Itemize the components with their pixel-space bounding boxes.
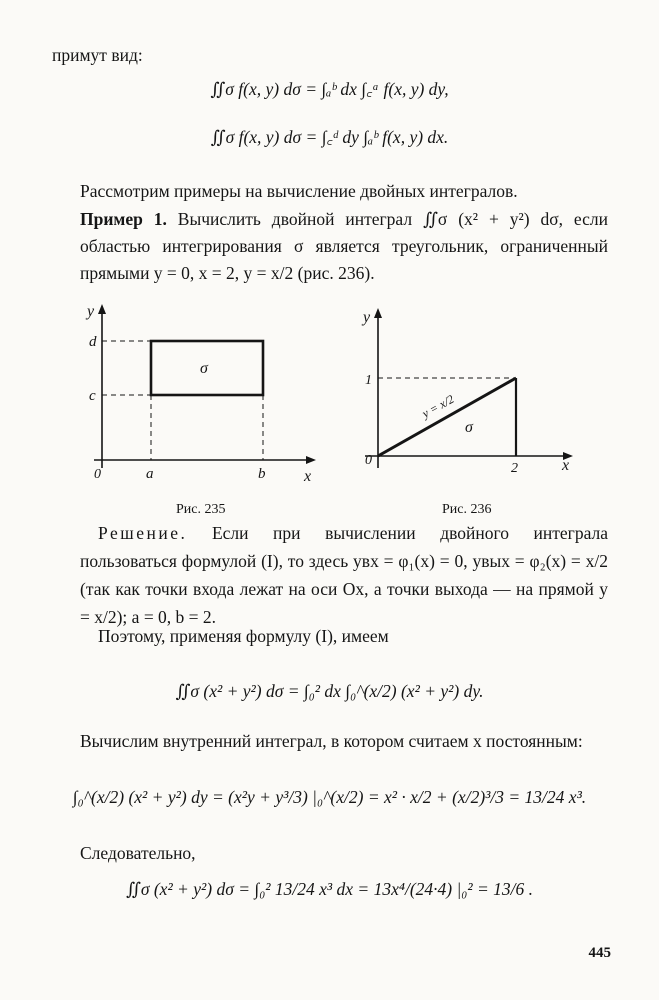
therefore-text: Поэтому, применяя формулу (I), имеем	[98, 626, 389, 646]
fig236-tick-2: 2	[511, 461, 518, 476]
consequently-text: Следовательно,	[80, 843, 196, 863]
fig235-x-label: x	[304, 468, 312, 485]
fig235-x-arrow-icon	[306, 456, 316, 464]
fig235-region-label: σ	[200, 360, 208, 377]
formula-order-2: ∬σ f(x, y) dσ = ∫꜀ᵈ dy ∫ₐᵇ f(x, y) dx.	[210, 127, 449, 147]
formula-integral-setup: ∬σ (x² + y²) dσ = ∫₀² dx ∫₀^(x/2) (x² + y²) dy.	[175, 681, 484, 701]
fig236-line-label: y = x/2	[419, 391, 457, 421]
figure-236	[355, 300, 585, 485]
fig236-x-label: x	[562, 457, 570, 474]
example-statement: Вычислить двойной интеграл ∬σ (x² + y²) dσ, если областью интегрирования σ является треугольник, ограниченный прямыми y = 0, x = 2, y = x/2 (рис. 236).	[80, 209, 608, 283]
examples-intro: Рассмотрим примеры на вычисление двойных интегралов.	[80, 181, 518, 201]
fig236-caption: Рис. 236	[442, 502, 492, 517]
fig235-tick-d: d	[89, 334, 97, 350]
fig236-y-arrow-icon	[374, 308, 382, 318]
fig235-tick-a: a	[146, 466, 154, 482]
formula-inner-integral: ∫₀^(x/2) (x² + y²) dy = (x²y + y³/3) |₀^(x/2) = x² · x/2 + (x/2)³/3 = 13/24 x³.	[72, 787, 587, 807]
formula-order-1: ∬σ f(x, y) dσ = ∫ₐᵇ dx ∫꜀ᵃ f(x, y) dy,	[210, 79, 449, 99]
fig236-origin-label: 0	[365, 453, 372, 468]
fig235-origin-label: 0	[94, 467, 101, 482]
figure-235	[82, 300, 322, 485]
fig236-y-label: y	[363, 309, 371, 326]
fig235-y-arrow-icon	[98, 304, 106, 314]
fig236-line-y-half-x	[378, 378, 516, 456]
fig235-y-label: y	[87, 303, 95, 320]
intro-text: примут вид:	[52, 45, 143, 65]
fig235-caption: Рис. 235	[176, 502, 226, 517]
fig236-region-label: σ	[465, 419, 473, 436]
example-label: Пример 1.	[80, 209, 167, 229]
solution-paragraph	[80, 519, 608, 631]
page-number: 445	[588, 945, 611, 961]
example-1	[80, 206, 608, 287]
formula-result: ∬σ (x² + y²) dσ = ∫₀² 13/24 x³ dx = 13x⁴/(24·4) |₀² = 13/6 .	[125, 879, 534, 899]
inner-integral-text: Вычислим внутренний интеграл, в котором считаем x постоянным:	[80, 731, 583, 751]
fig235-tick-c: c	[89, 388, 96, 404]
solution-label: Решение.	[98, 523, 188, 543]
fig236-tick-1: 1	[365, 373, 372, 388]
fig235-tick-b: b	[258, 466, 266, 482]
solution-text: Если при вычислении двойного интеграла пользоваться формулой (I), то здесь yвх = φ₁(x) = 0, yвых = φ₂(x) = x/2 (так как точки входа лежат на оси Ox, а точки выхода — на прямой y = x/2); a = 0, b = 2.	[80, 523, 609, 627]
